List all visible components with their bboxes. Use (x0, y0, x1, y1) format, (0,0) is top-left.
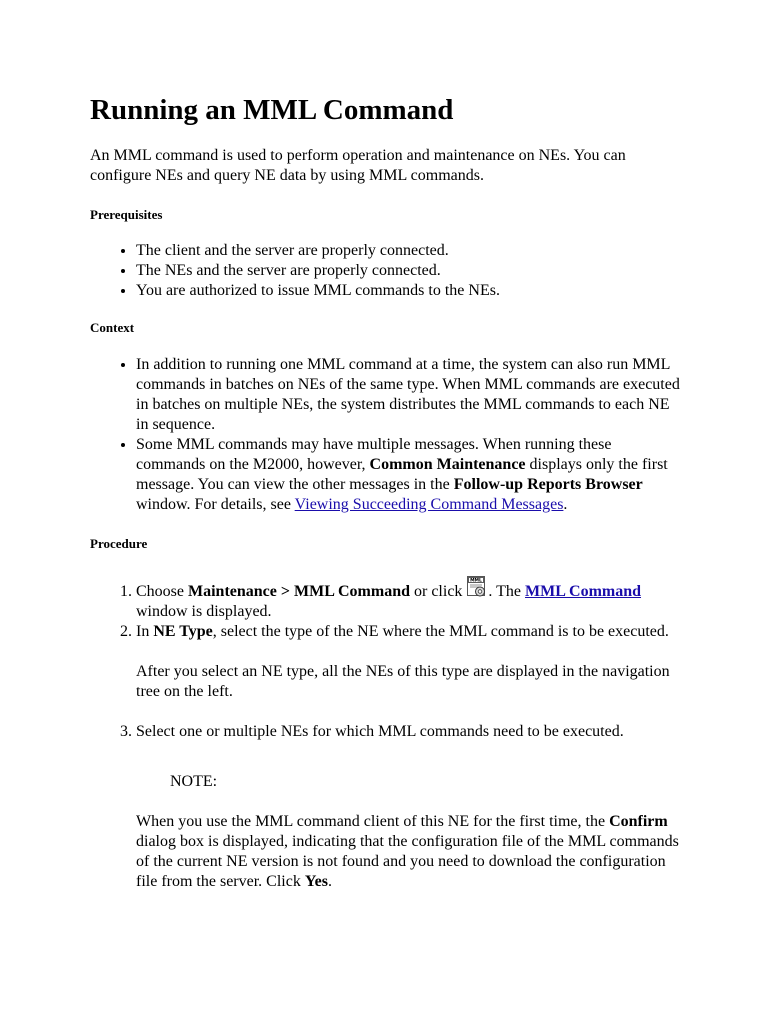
context-text: displays only the first message. You can view the other messages in the (136, 456, 668, 493)
step-text: . The (488, 583, 526, 600)
page-title: Running an MML Command (90, 94, 454, 126)
intro-paragraph: An MML command is used to perform operation and maintenance on NEs. You can configure NEs and query NE data by using MML commands. (90, 147, 626, 184)
procedure-steps (90, 576, 682, 892)
prerequisites-heading: Prerequisites (90, 207, 163, 222)
context-text: Some MML commands may have multiple messages. When running these commands on the M2000, however, (136, 436, 612, 473)
procedure-step-1 (136, 576, 682, 622)
step-text: or click (410, 583, 467, 600)
list-item (136, 435, 682, 515)
common-maintenance-label: Common Maintenance (369, 456, 526, 473)
ne-type-label: NE Type (153, 623, 213, 640)
list-item: • You are authorized to issue MML commands to the NEs. (136, 281, 682, 301)
context-heading: Context (90, 320, 135, 335)
svg-text:MML: MML (470, 578, 483, 584)
yes-label: Yes (304, 873, 328, 890)
list-item: • In addition to running one MML command at a time, the system can also run MML commands in batches on NEs of the same type. When MML commands are executed in batches on multiple NEs, the system distributes the MML commands to each NE in sequence. (136, 355, 682, 435)
context-text: window. For details, see (136, 496, 295, 513)
step-text: window is displayed. (136, 603, 272, 620)
context-text: . (563, 496, 568, 513)
list-item: • The NEs and the server are properly connected. (136, 261, 682, 281)
follow-up-reports-browser-label: Follow-up Reports Browser (453, 476, 643, 493)
procedure-step-3 (136, 722, 682, 892)
procedure-step-2 (136, 622, 682, 702)
viewing-succeeding-command-messages-link[interactable]: Viewing Succeeding Command Messages (294, 496, 564, 513)
note-body (136, 812, 682, 892)
note-text: . (327, 873, 332, 890)
step-text: , select the type of the NE where the MML command is to be executed. (212, 623, 669, 640)
mml-command-link[interactable]: MML Command (525, 583, 642, 600)
note-text: dialog box is displayed, indicating that the configuration file of the MML commands of the current NE version is not found and you need to download the configuration file from the server. Click (136, 833, 679, 890)
prerequisites-list (90, 241, 682, 301)
menu-path-label: Maintenance > MML Command (188, 583, 410, 600)
list-item: • The client and the server are properly connected. (136, 241, 682, 261)
procedure-heading: Procedure (90, 536, 148, 551)
step-text: Choose (136, 583, 188, 600)
confirm-label: Confirm (609, 813, 668, 830)
context-list (90, 355, 682, 515)
step-text: Select one or multiple NEs for which MML commands need to be executed. (136, 723, 624, 740)
step-text: In (136, 623, 154, 640)
step-2-followup: After you select an NE type, all the NEs of this type are displayed in the navigation tree on the left. (136, 663, 670, 700)
mml-command-icon[interactable] (467, 576, 487, 598)
note-text: When you use the MML command client of this NE for the first time, the (136, 813, 610, 830)
note-label: NOTE: (170, 773, 218, 790)
